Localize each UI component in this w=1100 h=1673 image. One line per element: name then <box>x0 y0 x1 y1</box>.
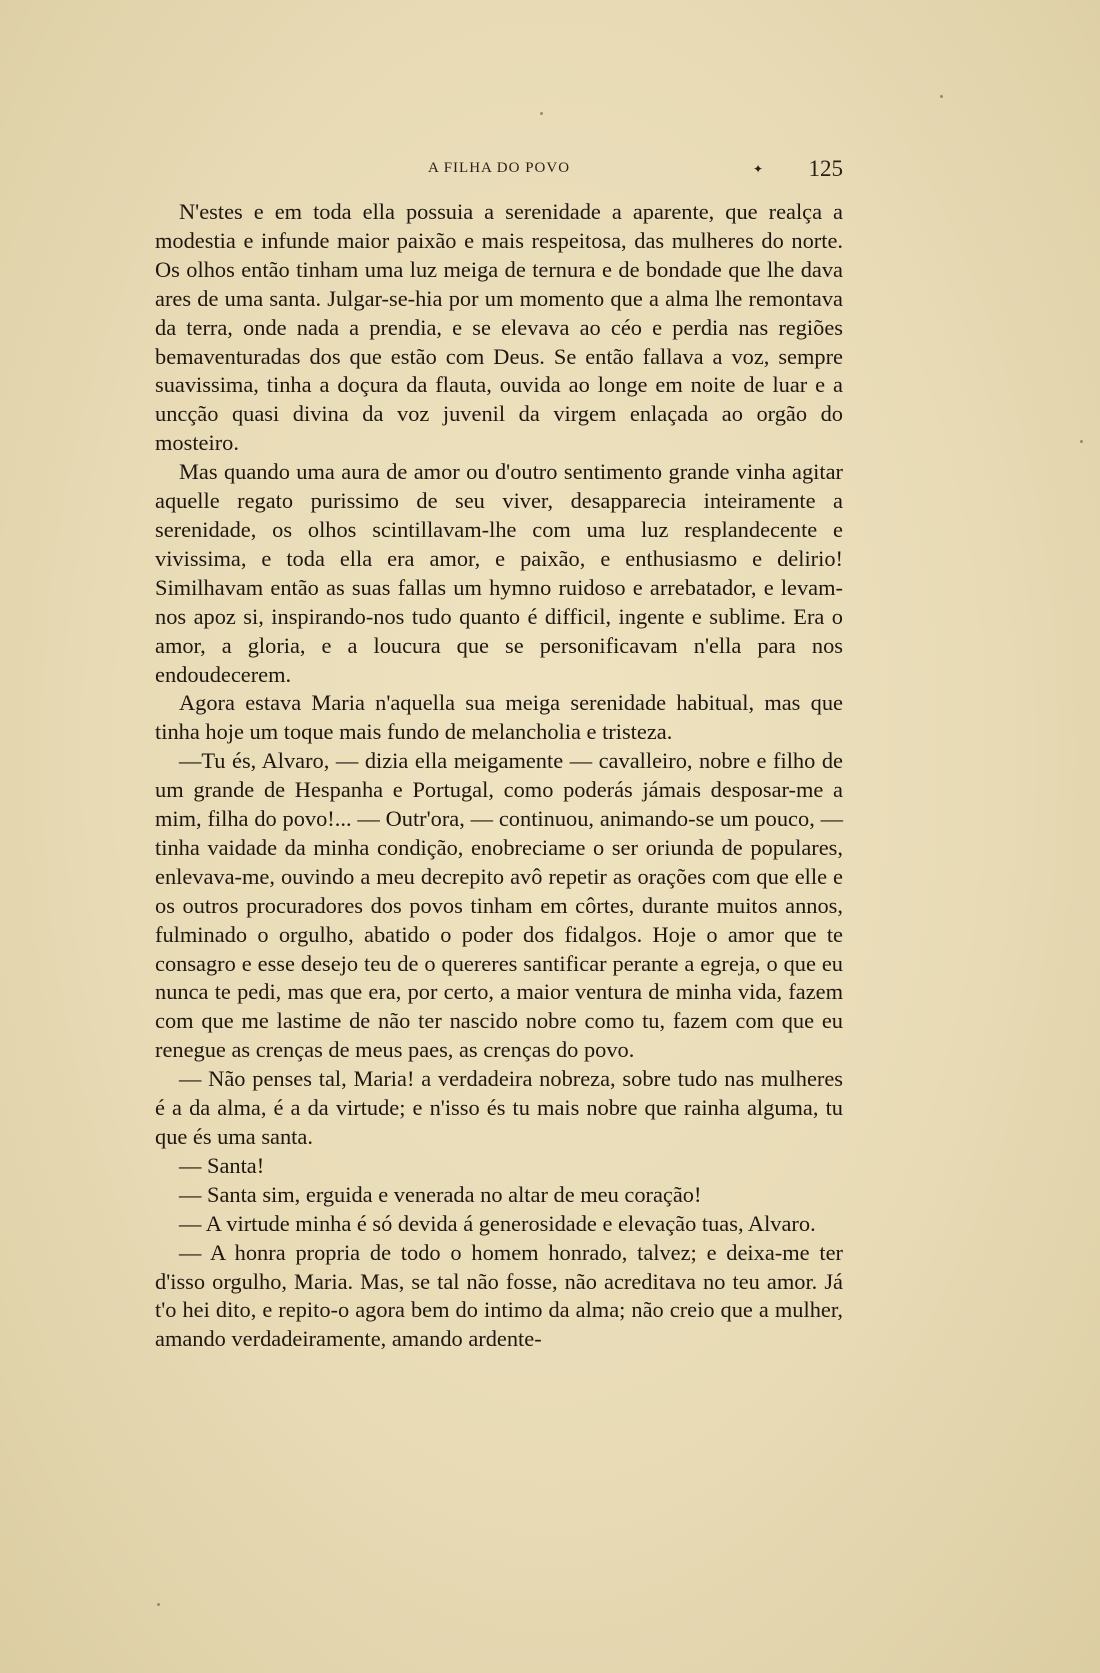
page-number: 125 <box>808 156 843 181</box>
paper-speck <box>940 95 943 98</box>
page-header <box>155 156 843 186</box>
paragraph: —Tu és, Alvaro, — dizia ella meigamente — cavalleiro, nobre e filho de um grande de Hespanha e Portugal, como poderás jámais desposar-me a mim, filha do povo!... — Outr'ora, — continuou, animando-se um pouco, — tinha vaidade da minha condição, enobreciame o ser oriunda de populares, enlevava-me, ouvindo a meu decrepito avô repetir as orações com que elle e os outros procuradores dos povos tinham em côrtes, durante muitos annos, fulminado o orgulho, abatido o poder dos fidalgos. Hoje o amor que te consagro e esse desejo teu de o quereres santificar perante a egreja, o que eu nunca te pedi, mas que era, por certo, a maior ventura de minha vida, fazem com que me lastime de não ter nascido nobre como tu, fazem com que eu renegue as crenças de meus paes, as crenças do povo. <box>155 748 843 1063</box>
paper-speck <box>540 112 543 115</box>
paragraph: Mas quando uma aura de amor ou d'outro sentimento grande vinha agitar aquelle regato purissimo de seu viver, desapparecia inteiramente a serenidade, os olhos scintillavam-lhe com uma luz resplandecente e vivissima, e toda ella era amor, e paixão, e enthusiasmo e delirio! Similhavam então as suas fallas um hymno ruidoso e arrebatador, e levam-nos apoz si, inspirando-nos tudo quanto é difficil, ingente e sublime. Era o amor, a gloria, e a loucura que se personificavam n'ella para nos endoudecerem. <box>155 459 843 687</box>
paper-speck <box>1080 440 1083 443</box>
paragraph: — Santa! <box>179 1152 265 1178</box>
paragraph: — A virtude minha é só devida á generosidade e elevação tuas, Alvaro. <box>179 1210 816 1236</box>
paragraph: — Não penses tal, Maria! a verdadeira nobreza, sobre tudo nas mulheres é a da alma, é a da virtude; e n'isso és tu mais nobre que rainha alguma, tu que és uma santa. <box>155 1066 843 1149</box>
paragraph: — Santa sim, erguida e venerada no altar de meu coração! <box>179 1181 702 1207</box>
ornament-mark: ✦ <box>752 162 763 176</box>
paragraph: — A honra propria de todo o homem honrado, talvez; e deixa-me ter d'isso orgulho, Maria. Mas, se tal não fosse, não acreditava no teu amor. Já t'o hei dito, e repito-o agora bem do intimo da alma; não creio que a mulher, amando verdadeiramente, amando ardente- <box>155 1239 843 1352</box>
running-title: A FILHA DO POVO <box>427 160 571 176</box>
paper-speck <box>157 1603 160 1606</box>
body-text <box>155 198 843 1354</box>
paragraph: Agora estava Maria n'aquella sua meiga serenidade habitual, mas que tinha hoje um toque mais fundo de melancholia e tristeza. <box>155 690 843 745</box>
paragraph: N'estes e em toda ella possuia a serenidade a aparente, que realça a modestia e infunde maior paixão e mais respeitosa, das mulheres do norte. Os olhos então tinham uma luz meiga de ternura e de bondade que lhe dava ares de uma santa. Julgar-se-hia por um momento que a alma lhe remontava da terra, onde nada a prendia, e se elevava ao céo e perdia nas regiões bemaventuradas dos que estão com Deus. Se então fallava a voz, sempre suavissima, tinha a doçura da flauta, ouvida ao longe em noite de luar e a uncção quasi divina da voz juvenil da virgem enlaçada ao orgão do mosteiro. <box>155 199 843 456</box>
